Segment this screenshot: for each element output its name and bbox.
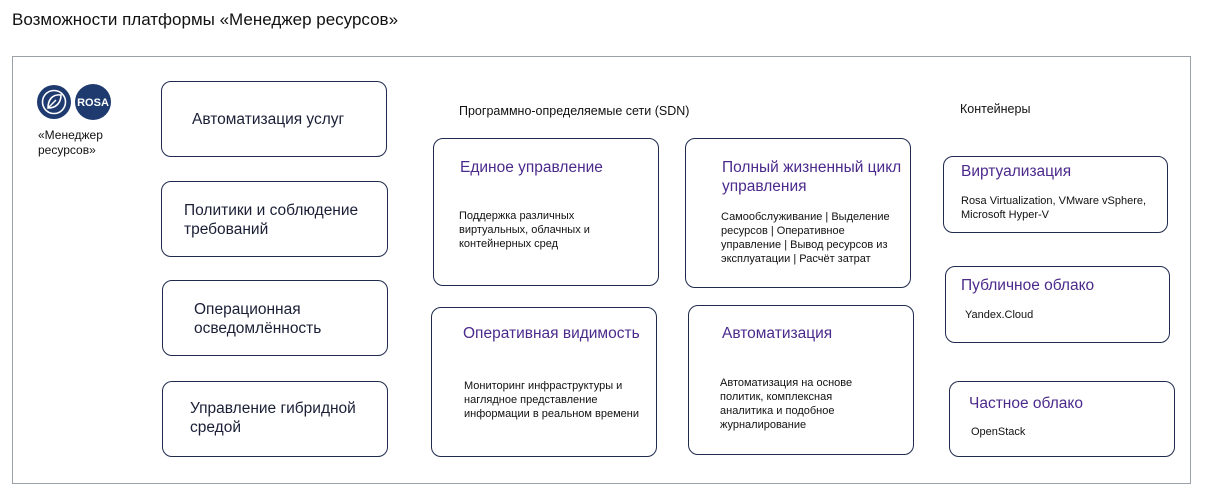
card-title: Виртуализация [961, 163, 1072, 180]
containers-section-label: Контейнеры [960, 102, 1031, 116]
logo-caption: «Менеджер ресурсов» [38, 128, 103, 157]
card-desc: Автоматизация на основе политик, комплексная аналитика и подобное журналирование [720, 377, 853, 431]
capability-label: Управление гибридной средой [190, 400, 356, 436]
capability-label: Автоматизация услуг [192, 111, 345, 128]
capability-box-operational-awareness [162, 280, 388, 356]
container-card-virtualization [943, 156, 1168, 233]
container-card-public-cloud [945, 266, 1170, 343]
capability-box-policies [161, 181, 388, 257]
rosa-logo [36, 82, 112, 122]
card-desc: Мониторинг инфраструктуры и наглядное представление информации в реальном времени [464, 380, 640, 420]
card-title: Полный жизненный цикл управления [722, 159, 902, 195]
card-title: Автоматизация [722, 325, 833, 342]
sdn-card-unified-management [433, 138, 659, 286]
capability-box-service-automation [161, 81, 387, 157]
capability-box-hybrid-management [162, 381, 388, 457]
card-title: Публичное облако [961, 277, 1095, 294]
logo-text: ROSA [77, 97, 109, 109]
sdn-card-lifecycle [685, 138, 911, 288]
capability-label: Политики и соблюдение требований [184, 202, 359, 238]
card-desc: Rosa Virtualization, VMware vSphere, Microsoft Hyper-V [961, 195, 1147, 221]
card-title: Единое управление [460, 159, 603, 176]
sdn-card-automation [688, 305, 914, 455]
card-desc: Самообслуживание | Выделение ресурсов | Оперативное управление | Вывод ресурсов из эксплуатации | Расчёт затрат [721, 211, 890, 265]
card-desc: Yandex.Cloud [965, 309, 1034, 321]
sdn-card-operational-visibility [431, 307, 657, 457]
sdn-section-label: Программно-определяемые сети (SDN) [459, 104, 690, 118]
card-title: Частное облако [969, 395, 1083, 412]
card-desc: OpenStack [971, 426, 1026, 438]
card-desc: Поддержка различных виртуальных, облачных и контейнерных сред [459, 210, 590, 250]
container-card-private-cloud [949, 381, 1175, 457]
page-title: Возможности платформы «Менеджер ресурсов» [12, 10, 399, 29]
card-title: Оперативная видимость [463, 325, 640, 342]
capability-label: Операционная осведомлённость [194, 301, 322, 337]
